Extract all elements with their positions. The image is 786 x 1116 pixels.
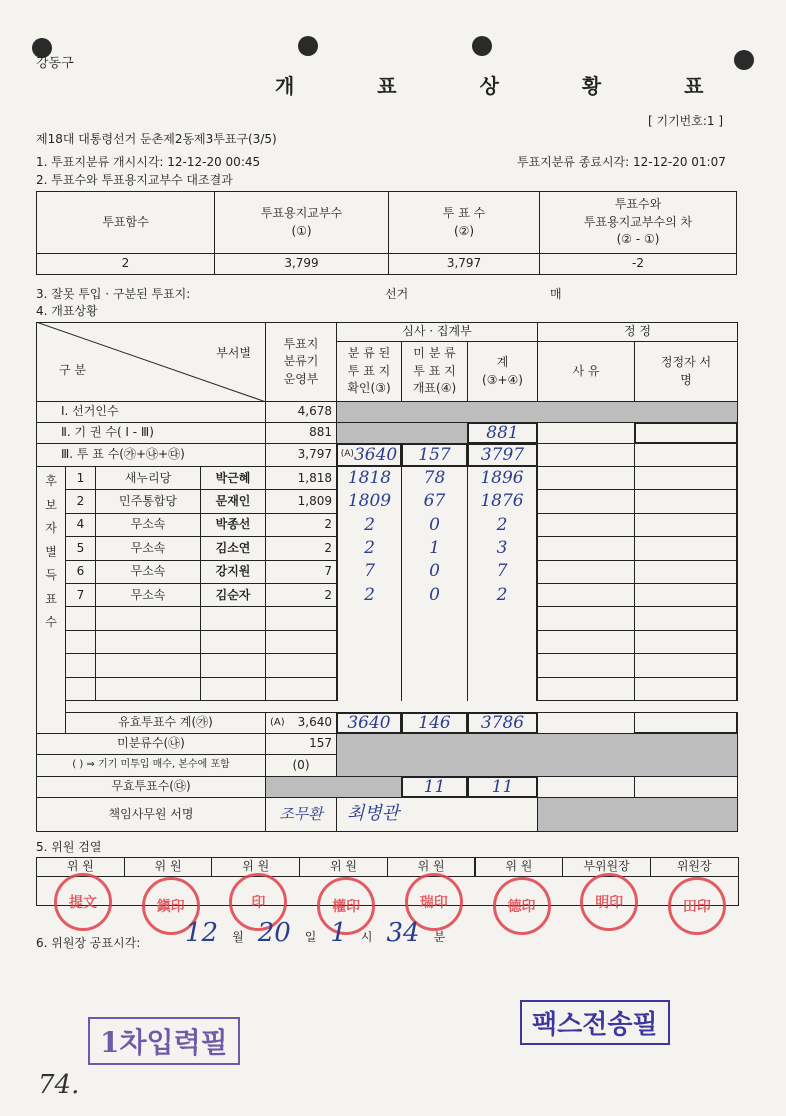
header-reason: 사 유 <box>537 341 635 402</box>
sign-signature-2: 최병관 <box>336 797 538 832</box>
candidate-hs: 2 <box>467 583 538 607</box>
empty-cell <box>336 653 402 677</box>
page-number: 74. <box>38 1070 80 1100</box>
committee-seal: 權印 <box>317 877 375 935</box>
header-unclassified: 미 분 류 투 표 지 개표(④) <box>401 341 468 402</box>
unclassified-note: ( ) ⇒ 기기 미투입 매수, 본수에 포함 <box>36 754 266 777</box>
empty-cell <box>634 489 738 513</box>
empty-cell <box>634 606 738 630</box>
section3-label: 3. 잘못 투입 · 구분된 투표지: <box>36 287 191 301</box>
empty-cell <box>537 489 635 513</box>
sign-signature-1: 조무환 <box>265 797 337 832</box>
committee-seal: 瑞印 <box>405 873 463 931</box>
section2-label: 2. 투표수와 투표용지교부수 대조결과 <box>36 173 233 187</box>
corner-cell: 부서별 구 분 <box>36 322 266 402</box>
header-sum: 계 (③+④) <box>467 341 538 402</box>
candidate-hs: 2 <box>467 513 538 537</box>
invalid-label: 무효투표수(㉰) <box>36 776 266 798</box>
candidate-hs: 3 <box>467 536 538 560</box>
candidate-name: 박근혜 <box>200 466 266 490</box>
candidate-h3: 2 <box>336 536 402 560</box>
row-votes-label: Ⅲ. 투 표 수(㉮+㉯+㉰) <box>36 443 266 467</box>
empty-cell <box>537 466 635 490</box>
district-label: 강동구 <box>36 56 74 71</box>
committee-role: 부위원장 <box>562 857 651 877</box>
candidate-h4: 1 <box>401 536 468 560</box>
row-votes-unclassified: 157 <box>401 443 468 467</box>
empty-cell <box>537 776 635 798</box>
candidate-party: 무소속 <box>95 536 201 560</box>
candidate-h4: 0 <box>401 583 468 607</box>
shaded-area <box>336 733 738 777</box>
committee-role: 위 원 <box>387 857 476 877</box>
empty-cell <box>265 677 337 701</box>
header-correction: 정 정 <box>537 322 738 342</box>
empty-cell <box>634 422 738 444</box>
empty-cell <box>537 583 635 607</box>
row-abstain-label: Ⅱ. 기 권 수( Ⅰ - Ⅲ) <box>36 422 266 444</box>
candidate-hs: 1876 <box>467 489 538 513</box>
empty-cell <box>634 443 738 467</box>
empty-cell <box>537 443 635 467</box>
committee-seal: 提文 <box>54 873 112 931</box>
empty-cell <box>95 606 201 630</box>
empty-cell <box>65 653 96 677</box>
value-difference: -2 <box>539 253 737 275</box>
candidate-h3: 1818 <box>336 466 402 490</box>
valid-total-classified: 3640 <box>336 712 402 734</box>
unclassified-label: 미분류수(㉯) <box>36 733 266 755</box>
shaded-area <box>336 401 738 423</box>
valid-total-value: (A) 3,640 <box>265 712 337 734</box>
empty-cell <box>537 606 635 630</box>
candidate-no: 4 <box>65 513 96 537</box>
candidate-no: 7 <box>65 583 96 607</box>
empty-cell <box>95 677 201 701</box>
empty-cell <box>634 677 738 701</box>
header-ballot-boxes: 투표함수 <box>36 191 215 254</box>
header-classified: 분 류 된 투 표 지 확인(③) <box>336 341 402 402</box>
candidate-h3: 7 <box>336 560 402 584</box>
candidate-name: 김소연 <box>200 536 266 560</box>
shaded-area <box>336 422 468 444</box>
empty-cell <box>265 606 337 630</box>
committee-role: 위 원 <box>475 857 564 877</box>
candidate-no: 2 <box>65 489 96 513</box>
empty-cell <box>634 560 738 584</box>
section3-unit: 매 <box>550 287 562 301</box>
unclassified-note-value: (0) <box>265 754 337 777</box>
valid-total-sum: 3786 <box>467 712 538 734</box>
candidate-party: 무소속 <box>95 513 201 537</box>
punch-hole <box>298 36 318 56</box>
row-abstain-sum: 881 <box>467 422 538 444</box>
candidate-name: 강지원 <box>200 560 266 584</box>
shaded-area <box>537 797 738 832</box>
announce-time: 12 월 20 일 1 시 34 분 <box>185 918 446 948</box>
empty-cell <box>467 630 538 654</box>
empty-cell <box>634 583 738 607</box>
unclassified-value: 157 <box>265 733 337 755</box>
empty-cell <box>634 776 738 798</box>
empty-cell <box>537 422 635 444</box>
header-votes: 투 표 수 (②) <box>388 191 540 254</box>
empty-cell <box>95 630 201 654</box>
row-abstain-value: 881 <box>265 422 337 444</box>
empty-cell <box>95 653 201 677</box>
candidate-h4: 78 <box>401 466 468 490</box>
empty-cell <box>467 677 538 701</box>
punch-hole <box>734 50 754 70</box>
row-electors-value: 4,678 <box>265 401 337 423</box>
candidate-no: 6 <box>65 560 96 584</box>
header-difference: 투표수와 투표용지교부수의 차 (② - ①) <box>539 191 737 254</box>
value-issued: 3,799 <box>214 253 389 275</box>
invalid-unclassified: 11 <box>401 776 468 798</box>
candidate-val: 2 <box>265 536 337 560</box>
candidate-name: 박종선 <box>200 513 266 537</box>
candidate-name: 문재인 <box>200 489 266 513</box>
header-issued: 투표용지교부수 (①) <box>214 191 389 254</box>
committee-role: 위원장 <box>650 857 739 877</box>
value-votes: 3,797 <box>388 253 540 275</box>
input-stamp: 1차입력필 <box>88 1017 240 1065</box>
empty-cell <box>401 630 468 654</box>
candidate-party: 민주통합당 <box>95 489 201 513</box>
candidate-side-label: 후 보 자 별 득 표 수 <box>36 466 66 734</box>
empty-cell <box>634 630 738 654</box>
empty-cell <box>634 513 738 537</box>
empty-cell <box>336 677 402 701</box>
empty-cell <box>200 653 266 677</box>
section3-election: 선거 <box>385 287 409 301</box>
empty-cell <box>401 653 468 677</box>
candidate-hs: 7 <box>467 560 538 584</box>
candidate-h4: 0 <box>401 513 468 537</box>
header-signer: 정정자 서 명 <box>634 341 738 402</box>
empty-cell <box>65 606 96 630</box>
candidate-party: 무소속 <box>95 560 201 584</box>
page-title: 개 표 상 황 표 <box>275 74 742 98</box>
empty-cell <box>467 606 538 630</box>
empty-cell <box>401 677 468 701</box>
empty-cell <box>65 630 96 654</box>
invalid-sum: 11 <box>467 776 538 798</box>
section4-label: 4. 개표상황 <box>36 304 98 318</box>
device-number: [ 기기번호:1 ] <box>648 114 724 128</box>
candidate-val: 2 <box>265 583 337 607</box>
empty-cell <box>537 712 635 734</box>
candidate-val: 1,809 <box>265 489 337 513</box>
empty-cell <box>467 653 538 677</box>
empty-cell <box>537 560 635 584</box>
candidate-no: 5 <box>65 536 96 560</box>
empty-cell <box>634 536 738 560</box>
candidate-no: 1 <box>65 466 96 490</box>
committee-role: 위 원 <box>36 857 125 877</box>
empty-cell <box>537 513 635 537</box>
valid-total-label: 유효투표수 계(㉮) <box>65 712 266 734</box>
candidate-h3: 1809 <box>336 489 402 513</box>
committee-role: 위 원 <box>299 857 388 877</box>
candidate-val: 1,818 <box>265 466 337 490</box>
committee-seal: 明印 <box>580 873 638 931</box>
candidate-hs: 1896 <box>467 466 538 490</box>
committee-role: 위 원 <box>211 857 300 877</box>
candidate-val: 2 <box>265 513 337 537</box>
candidate-name: 김순자 <box>200 583 266 607</box>
empty-cell <box>537 536 635 560</box>
empty-cell <box>634 712 738 734</box>
section5-label: 5. 위원 검열 <box>36 840 102 854</box>
valid-total-unclassified: 146 <box>401 712 468 734</box>
candidate-h4: 67 <box>401 489 468 513</box>
empty-cell <box>634 466 738 490</box>
committee-seal: 鎭印 <box>142 877 200 935</box>
header-review: 심사 · 집계부 <box>336 322 538 342</box>
empty-cell <box>200 606 266 630</box>
committee-seal: 田印 <box>668 877 726 935</box>
empty-cell <box>634 653 738 677</box>
candidate-h3: 2 <box>336 513 402 537</box>
empty-cell <box>265 630 337 654</box>
committee-seal: 印 <box>229 873 287 931</box>
empty-cell <box>336 606 402 630</box>
end-time: 투표지분류 종료시각: 12-12-20 01:07 <box>517 155 726 169</box>
candidate-h3: 2 <box>336 583 402 607</box>
row-electors-label: Ⅰ. 선거인수 <box>36 401 266 423</box>
empty-cell <box>401 606 468 630</box>
candidate-h4: 0 <box>401 560 468 584</box>
punch-hole <box>472 36 492 56</box>
empty-cell <box>200 677 266 701</box>
empty-cell <box>200 630 266 654</box>
empty-cell <box>537 630 635 654</box>
value-ballot-boxes: 2 <box>36 253 215 275</box>
candidate-val: 7 <box>265 560 337 584</box>
start-time: 1. 투표지분류 개시시각: 12-12-20 00:45 <box>36 155 261 169</box>
empty-cell <box>265 653 337 677</box>
row-votes-sum: 3797 <box>467 443 538 467</box>
empty-cell <box>336 630 402 654</box>
election-name: 제18대 대통령선거 둔촌제2동제3투표구(3/5) <box>36 132 277 146</box>
row-votes-value: 3,797 <box>265 443 337 467</box>
empty-cell <box>65 677 96 701</box>
shaded-area <box>265 776 402 798</box>
header-classifier: 투표지 분류기 운영부 <box>265 322 337 402</box>
fax-stamp: 팩스전송필 <box>520 1000 670 1045</box>
empty-cell <box>537 677 635 701</box>
section6-label: 6. 위원장 공표시각: <box>36 936 141 950</box>
row-votes-classified: (A) 3640 <box>336 443 402 467</box>
empty-cell <box>537 653 635 677</box>
committee-role: 위 원 <box>124 857 213 877</box>
sign-label: 책임사무원 서명 <box>36 797 266 832</box>
committee-seal: 德印 <box>493 877 551 935</box>
candidate-party: 무소속 <box>95 583 201 607</box>
candidate-party: 새누리당 <box>95 466 201 490</box>
